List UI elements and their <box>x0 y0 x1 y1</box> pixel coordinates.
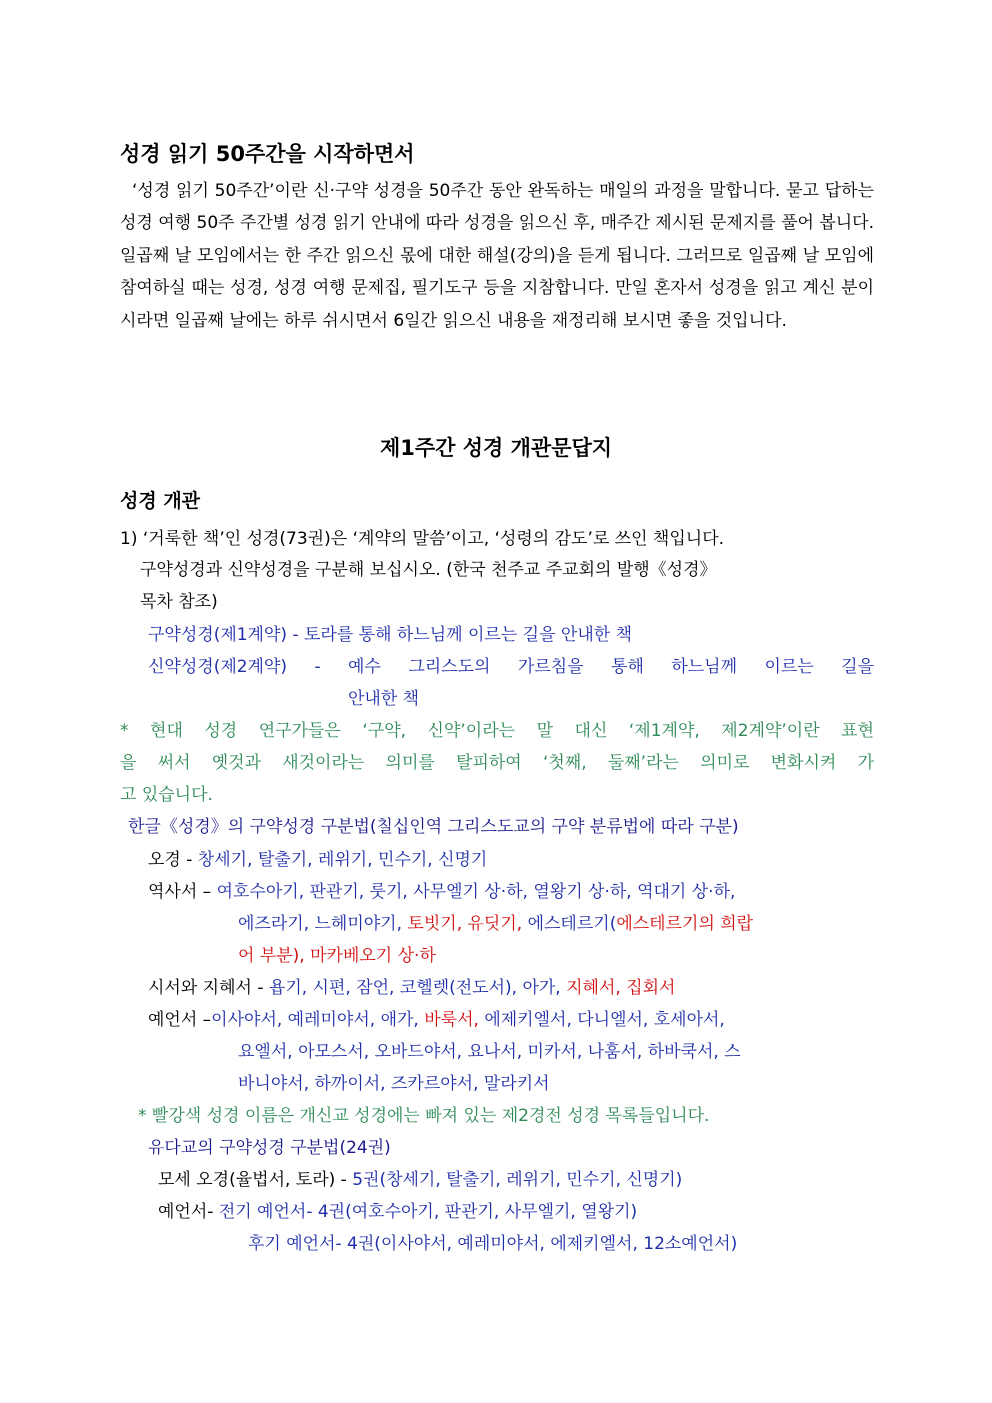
history-row-1 <box>148 877 735 902</box>
prophets-row-2: 요엘서, 아모스서, 오바드야서, 요나서, 미카서, 나훔서, 하바쿡서, 스 <box>238 1042 741 1062</box>
worksheet-title: 제1주간 성경 개관문답지 <box>379 436 613 460</box>
former-prophets: 전기 예언서- 4권(여호수아기, 판관기, 사무엘기, 열왕기) <box>218 1202 638 1222</box>
pentateuch-books: 창세기, 탈출기, 레위기, 민수기, 신명기 <box>197 850 488 870</box>
question-1-line-3: 목차 참조) <box>140 592 218 612</box>
prophets2-label: 예언서- <box>158 1202 219 1222</box>
pentateuch-label: 오경 - <box>148 850 198 870</box>
jewish-division-title: 유다교의 구약성경 구분법(24권) <box>148 1138 391 1158</box>
history-books-line-2b: 토빗기, 유딧기, <box>407 914 528 934</box>
wisdom-row <box>148 973 675 998</box>
history-books-line-1: 여호수아기, 판관기, 룻기, 사무엘기 상·하, 열왕기 상·하, 역대기 상·하, <box>216 882 736 902</box>
note-1-line-1: * 현대 성경 연구가들은 ‘구약, 신약’이라는 말 대신 ‘제1계약, 제2계약’이란 표현 <box>120 721 874 741</box>
wisdom-books-a: 욥기, 시편, 잠언, 코헬렛(전도서), 아가, <box>268 978 567 998</box>
note-1-line-3: 고 있습니다. <box>120 785 213 805</box>
wisdom-books-b: 지혜서, 집회서 <box>566 978 676 998</box>
prophets-row-3: 바니야서, 하까이서, 즈카르야서, 말라키서 <box>238 1074 550 1094</box>
prophets-books-1b: 바룩서, <box>424 1010 485 1030</box>
moses-books: 5권(창세기, 탈출기, 레위기, 민수기, 신명기) <box>352 1170 683 1190</box>
history-books-line-2c: 에스테르기( <box>527 914 617 934</box>
old-testament-answer: 구약성경(제1계약) - 토라를 통해 하느님께 이르는 길을 안내한 책 <box>148 625 632 645</box>
moses-row <box>158 1165 682 1190</box>
history-books-line-2a: 에즈라기, 느헤미야기, <box>238 914 408 934</box>
note-1-line-2: 을 써서 옛것과 새것이라는 의미를 탈피하여 ‘첫째, 둘째’라는 의미로 변화시켜 가 <box>120 753 874 773</box>
note-2: * 빨강색 성경 이름은 개신교 성경에는 빠져 있는 제2경전 성경 목록들입니다. <box>138 1106 710 1126</box>
new-testament-answer-line-2: 안내한 책 <box>348 689 420 709</box>
pentateuch-row <box>148 845 487 870</box>
history-row-3: 어 부분), 마카베오기 상·하 <box>238 946 436 966</box>
prophets-books-1c: 에제키엘서, 다니엘서, 호세아서, <box>484 1010 725 1030</box>
moses-label: 모세 오경(율법서, 토라) - <box>158 1170 353 1190</box>
new-testament-answer-line-1: 신약성경(제2계약) - 예수 그리스도의 가르침을 통해 하느님께 이르는 길을 <box>148 657 874 677</box>
question-1-line-1: 1) ‘거룩한 책’인 성경(73권)은 ‘계약의 말씀’이고, ‘성령의 감도’로 쓰인 책입니다. <box>120 529 725 549</box>
section-title: 성경 읽기 50주간을 시작하면서 <box>120 142 415 166</box>
history-label: 역사서 – <box>148 882 217 902</box>
prophets-books-1a: 이사야서, 예레미야서, 애가, <box>211 1010 425 1030</box>
history-books-line-2d: 에스테르기의 희랍 <box>616 914 754 934</box>
prophets2-row <box>158 1197 637 1222</box>
overview-heading: 성경 개관 <box>120 490 201 512</box>
wisdom-label: 시서와 지혜서 - <box>148 978 269 998</box>
question-1-line-2: 구약성경과 신약성경을 구분해 보십시오. (한국 천주교 주교회의 발행《성경》 <box>140 560 717 580</box>
prophets-label: 예언서 – <box>148 1010 212 1030</box>
korean-division-title: 한글《성경》의 구약성경 구분법(칠십인역 그리스도교의 구약 분류법에 따라 구분) <box>128 817 739 837</box>
prophets-row-1 <box>148 1005 725 1030</box>
history-row-2 <box>238 909 753 934</box>
intro-paragraph: ‘성경 읽기 50주간’이란 신·구약 성경을 50주간 동안 완독하는 매일의 과정을 말합니다. 묻고 답하는 성경 여행 50주 주간별 성경 읽기 안내에 따라 성경을 읽으신 후, 매주간 제시된 문제지를 풀어 봅니다. 일곱째 날 모임에서는 한 주간 읽으신 몫에 대한 해설(강의)을 듣게 됩니다. 그러므로 일곱째 날 모임에 참여하실 때는 성경, 성경 여행 문제집, 필기도구 등을 지참합니다. 만일 혼자서 성경을 읽고 계신 분이시라면 일곱째 날에는 하루 쉬시면서 6일간 읽으신 내용을 재정리해 보시면 좋을 것입니다. <box>120 181 874 331</box>
latter-prophets: 후기 예언서- 4권(이사야서, 예레미야서, 에제키엘서, 12소예언서) <box>248 1234 738 1254</box>
